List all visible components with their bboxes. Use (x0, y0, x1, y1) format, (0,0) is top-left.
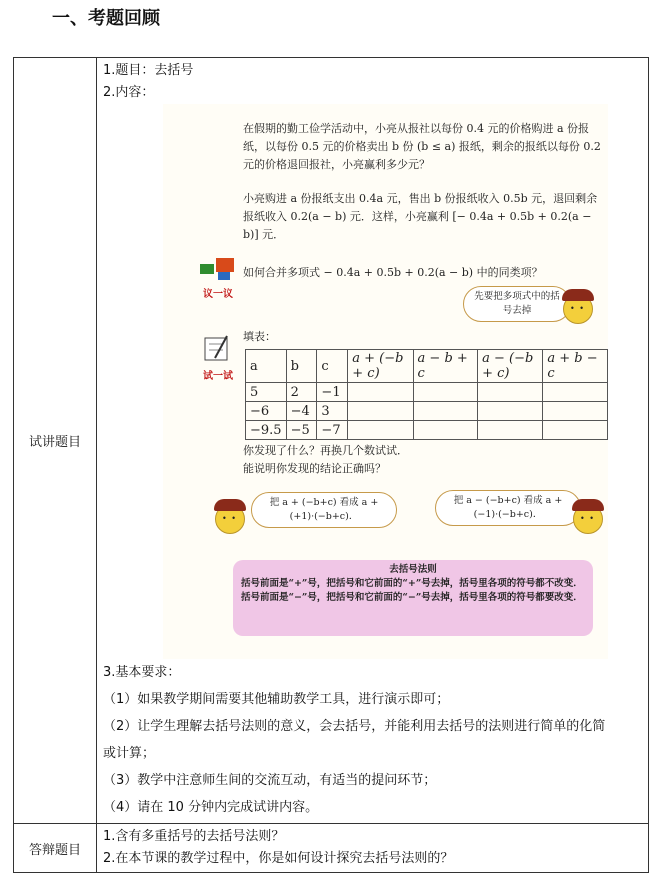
rule-title: 去括号法则 (389, 564, 437, 575)
table-row: −9.5 −5 −7 (246, 421, 608, 440)
textbook-para-4a: 你发现了什么？再换几个数试试． (243, 444, 408, 457)
defense-question: 2.在本节课的教学过程中，你是如何设计探究去括号法则的？ (103, 851, 454, 866)
fill-table-header: a b c a + (−b + c) a − b + c a − (−b + c) a + b − c (246, 350, 608, 383)
requirements-title: 3.基本要求： (103, 665, 181, 680)
textbook-para-3: 如何合并多项式 − 0.4a + 0.5b + 0.2(a − b) 中的同类项？ (243, 266, 543, 279)
try-icon (193, 334, 243, 382)
defense-content (97, 824, 649, 873)
table-row: −6 −4 3 (246, 402, 608, 421)
content-label: 2.内容： (103, 85, 155, 100)
hint-bubble-2: 把 a + (−b+c) 看成 a + (+1)·(−b+c)． (251, 492, 397, 528)
hint-bubble-3: 把 a − (−b+c) 看成 a + (−1)·(−b+c)． (435, 490, 581, 526)
try-label: 试一试 (203, 371, 233, 382)
requirement-item: （1）如果教学期间需要其他辅助教学工具，进行演示即可； (103, 692, 450, 707)
discuss-icon (193, 256, 243, 300)
lecture-content (97, 58, 649, 824)
textbook-para-2: 小亮购进 a 份报纸支出 0.4a 元，售出 b 份报纸收入 0.5b 元，退回剩余报纸收入 0.2(a − b) 元．这样，小亮赢利 [− 0.4a + 0.5b + 0.2(a − b)] 元． (243, 192, 598, 241)
section-heading: 一、考题回顾 (52, 8, 160, 29)
requirement-item: 或计算； (103, 746, 156, 761)
exam-table (13, 57, 649, 873)
rule-text-2: 括号前面是“−”号，把括号和它前面的“−”号去掉，括号里各项的符号都要改变． (241, 592, 583, 603)
row-label-lecture: 试讲题目 (14, 58, 97, 824)
topic-line: 1.题目：去括号 (103, 63, 194, 78)
rule-text-1: 括号前面是“+”号，把括号和它前面的“+”号去掉，括号里各项的符号都不改变． (241, 578, 583, 589)
table-row: 5 2 −1 (246, 383, 608, 402)
defense-question: 1.含有多重括号的去括号法则？ (103, 829, 285, 844)
fill-table-label: 填表： (243, 330, 276, 343)
textbook-excerpt (163, 104, 608, 659)
cartoon-face-icon (573, 504, 603, 534)
textbook-para-1: 在假期的勤工俭学活动中，小亮从报社以每份 0.4 元的价格购进 a 份报纸，以每份 0.5 元的价格卖出 b 份 (b ≤ a) 报纸，剩余的报纸以每份 0.2 元的价格退回报社，小亮赢利多少元？ (243, 122, 601, 171)
requirement-item: （2）让学生理解去括号法则的意义，会去括号，并能利用去括号的法则进行简单的化简 (103, 719, 606, 734)
row-label-defense: 答辩题目 (14, 824, 97, 873)
fill-table (245, 349, 608, 440)
textbook-para-4b: 能说明你发现的结论正确吗？ (243, 462, 386, 475)
requirement-item: （4）请在 10 分钟内完成试讲内容。 (103, 800, 319, 815)
rule-box (233, 560, 593, 636)
requirement-item: （3）教学中注意师生间的交流互动，有适当的提问环节； (103, 773, 437, 788)
cartoon-face-icon (563, 294, 593, 324)
cartoon-face-icon (215, 504, 245, 534)
requirements (103, 659, 642, 821)
discuss-label: 议一议 (203, 289, 233, 300)
hint-bubble-1: 先要把多项式中的括号去掉 (463, 286, 571, 322)
